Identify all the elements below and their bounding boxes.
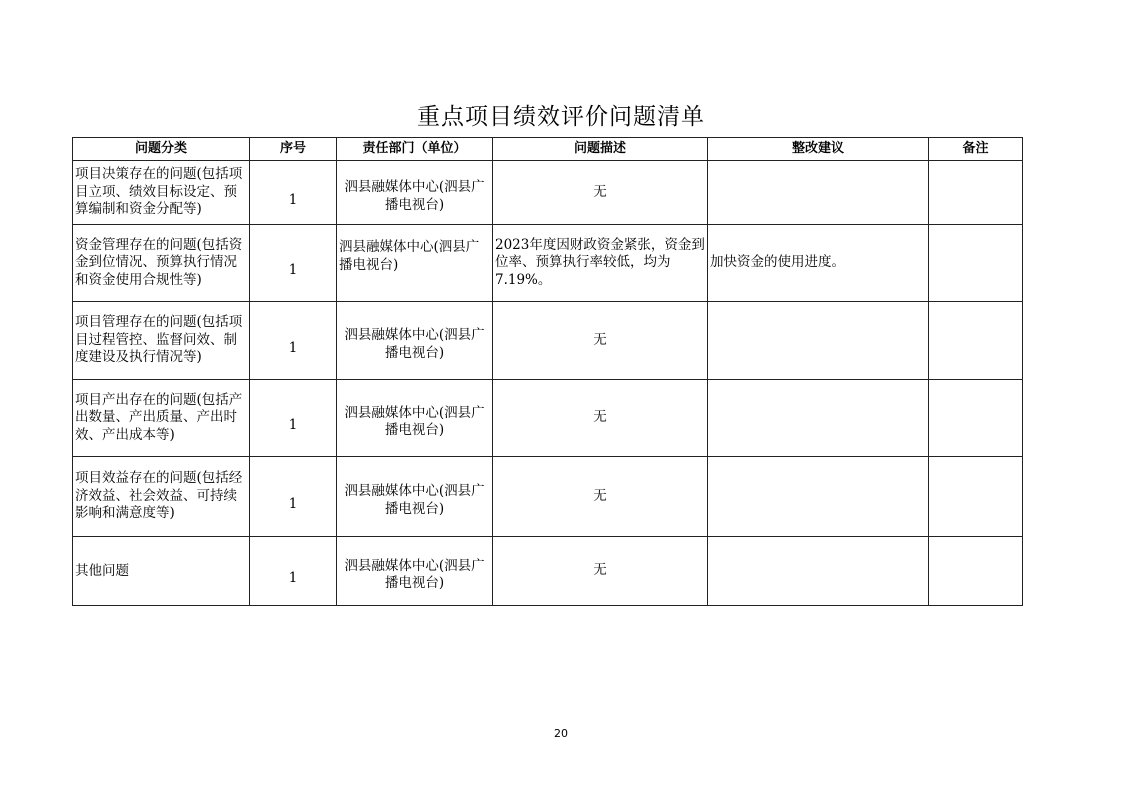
category-cell: 项目产出存在的问题(包括产出数量、产出质量、产出时效、产出成本等) [73,380,250,457]
desc-cell: 2023年度因财政资金紧张，资金到位率、预算执行率较低，均为7.19%。 [493,225,708,302]
table-row [73,225,1023,302]
table-row [73,302,1023,380]
table-row [73,457,1023,537]
note-cell [929,225,1023,302]
suggestion-cell [708,380,929,457]
seq-value: 1 [288,262,298,279]
dept-value: 泗县融媒体中心(泗县广播电视台) [344,483,485,517]
header-seq: 序号 [250,138,337,161]
suggestion-cell [708,537,929,606]
table-row [73,161,1023,225]
dept-value: 泗县融媒体中心(泗县广播电视台) [344,327,485,361]
desc-cell: 无 [493,457,708,537]
seq-cell [250,225,337,302]
note-cell [929,457,1023,537]
desc-cell: 无 [493,161,708,225]
dept-cell [337,380,493,457]
dept-value: 泗县融媒体中心(泗县广播电视台) [344,404,485,438]
suggestion-cell [708,457,929,537]
header-suggestion: 整改建议 [708,138,929,161]
dept-cell [337,537,493,606]
table-row [73,537,1023,606]
seq-value: 1 [288,417,298,434]
seq-value: 1 [288,570,298,587]
desc-cell: 无 [493,302,708,380]
dept-value: 泗县融媒体中心(泗县广播电视台) [344,179,485,213]
category-cell: 其他问题 [73,537,250,606]
header-category: 问题分类 [73,138,250,161]
table-header-row [73,138,1023,161]
dept-cell [337,225,493,302]
seq-cell [250,302,337,380]
suggestion-cell [708,161,929,225]
category-cell: 项目决策存在的问题(包括项目立项、绩效目标设定、预算编制和资金分配等) [73,161,250,225]
suggestion-cell: 加快资金的使用进度。 [708,225,929,302]
note-cell [929,380,1023,457]
page-number: 20 [554,727,568,740]
suggestion-cell [708,302,929,380]
seq-cell [250,457,337,537]
seq-cell [250,161,337,225]
seq-cell [250,537,337,606]
dept-value: 泗县融媒体中心(泗县广播电视台) [339,239,480,273]
desc-cell: 无 [493,537,708,606]
note-cell [929,161,1023,225]
dept-cell [337,161,493,225]
seq-value: 1 [288,191,298,208]
header-note: 备注 [929,138,1023,161]
seq-value: 1 [288,495,298,512]
dept-value: 泗县融媒体中心(泗县广播电视台) [344,557,485,591]
seq-value: 1 [288,339,298,356]
seq-cell [250,380,337,457]
issues-table [72,137,1023,606]
category-cell: 项目效益存在的问题(包括经济效益、社会效益、可持续影响和满意度等) [73,457,250,537]
note-cell [929,302,1023,380]
table-row [73,380,1023,457]
header-dept: 责任部门（单位） [337,138,493,161]
category-cell: 资金管理存在的问题(包括资金到位情况、预算执行情况和资金使用合规性等) [73,225,250,302]
desc-cell: 无 [493,380,708,457]
document-title: 重点项目绩效评价问题清单 [417,104,705,130]
dept-cell [337,457,493,537]
dept-cell [337,302,493,380]
category-cell: 项目管理存在的问题(包括项目过程管控、监督问效、制度建设及执行情况等) [73,302,250,380]
note-cell [929,537,1023,606]
header-desc: 问题描述 [493,138,708,161]
